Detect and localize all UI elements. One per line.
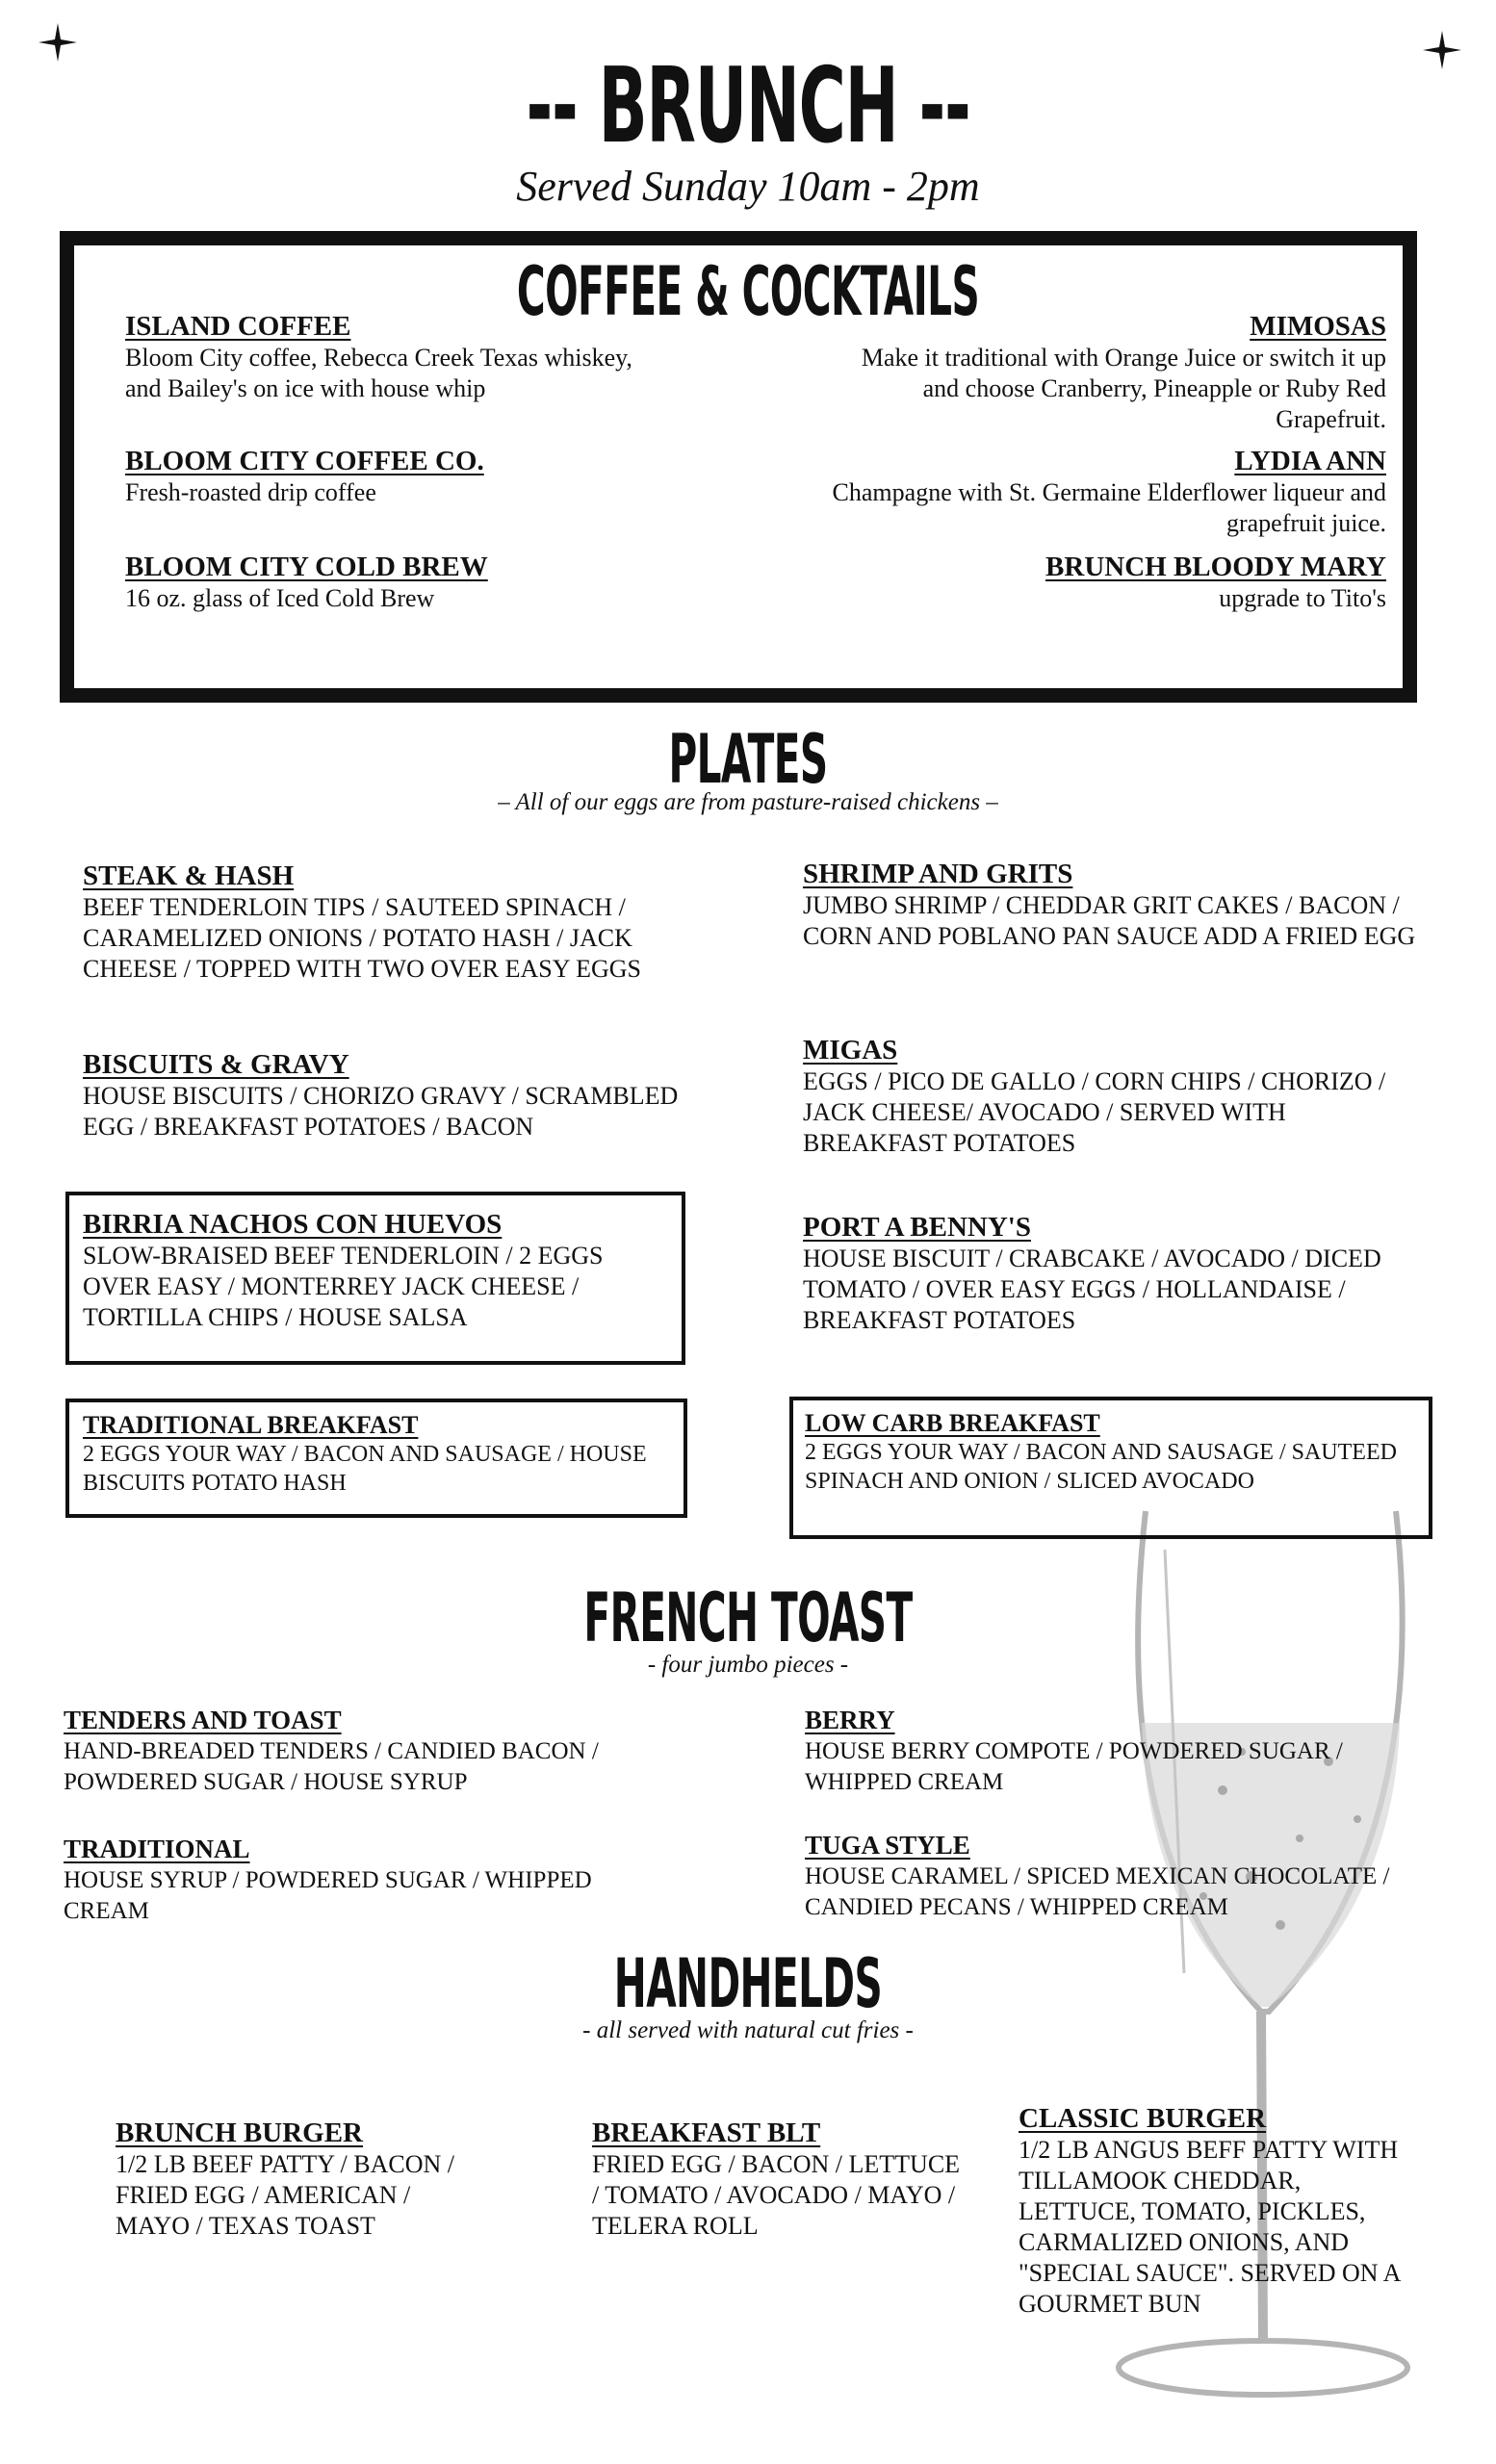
plate-name: SHRIMP AND GRITS	[803, 859, 1073, 889]
plate-item	[803, 1034, 1419, 1159]
plate-desc: 2 EGGS YOUR WAY / BACON AND SAUSAGE / SAUTEED SPINACH AND ONION / SLICED AVOCADO	[805, 1440, 1397, 1494]
toast-name: TENDERS AND TOAST	[64, 1706, 342, 1734]
handhelds-heading: HANDHELDS	[613, 1944, 883, 2023]
plate-name: STEAK & HASH	[83, 860, 295, 891]
toast-item	[64, 1704, 680, 1798]
handheld-item	[592, 2117, 967, 2242]
plate-item	[83, 1411, 680, 1498]
handhelds-subheading: - all served with natural cut fries -	[582, 2017, 914, 2043]
page-title: -- BRUNCH --	[526, 46, 970, 167]
toast-item	[805, 1829, 1421, 1923]
plate-item	[83, 1048, 699, 1142]
plate-desc: HOUSE BISCUIT / CRABCAKE / AVOCADO / DICED TOMATO / OVER EASY EGGS / HOLLANDAISE / BREAKFAST POTATOES	[803, 1245, 1381, 1334]
handheld-name: BRUNCH BURGER	[116, 2118, 363, 2148]
plate-desc: 2 EGGS YOUR WAY / BACON AND SAUSAGE / HOUSE BISCUITS POTATO HASH	[83, 1442, 647, 1496]
plate-item	[83, 860, 699, 985]
drink-desc: Make it traditional with Orange Juice or switch it up and choose Cranberry, Pineapple or Ruby Red Grapefruit.	[861, 344, 1386, 433]
drink-item	[125, 551, 664, 614]
handheld-desc: 1/2 LB BEEF PATTY / BACON / FRIED EGG / AMERICAN / MAYO / TEXAS TOAST	[116, 2150, 455, 2240]
drink-desc: Bloom City coffee, Rebecca Creek Texas whiskey, and Bailey's on ice with house whip	[125, 344, 632, 402]
plates-subheading: – All of our eggs are from pasture-raised chickens –	[498, 789, 998, 815]
toast-desc: HOUSE SYRUP / POWDERED SUGAR / WHIPPED CREAM	[64, 1867, 592, 1924]
drink-name: BRUNCH BLOODY MARY	[1045, 552, 1386, 582]
drink-desc: Fresh-roasted drip coffee	[125, 478, 376, 506]
drink-name: BLOOM CITY COLD BREW	[125, 552, 488, 582]
drink-item	[828, 445, 1386, 539]
plate-name: PORT A BENNY'S	[803, 1212, 1031, 1243]
handheld-item	[1019, 2102, 1404, 2320]
drink-name: LYDIA ANN	[1234, 446, 1386, 476]
french-toast-subheading: - four jumbo pieces -	[647, 1652, 849, 1678]
corner-star-icon-right	[1421, 29, 1463, 82]
drink-desc: upgrade to Tito's	[1219, 584, 1386, 612]
toast-desc: HOUSE CARAMEL / SPICED MEXICAN CHOCOLATE / CANDIED PECANS / WHIPPED CREAM	[805, 1863, 1390, 1920]
handheld-desc: FRIED EGG / BACON / LETTUCE / TOMATO / AVOCADO / MAYO / TELERA ROLL	[592, 2150, 961, 2240]
drink-name: MIMOSAS	[1250, 311, 1386, 342]
plate-desc: SLOW-BRAISED BEEF TENDERLOIN / 2 EGGS OVER EASY / MONTERREY JACK CHEESE / TORTILLA CHIPS / HOUSE SALSA	[83, 1242, 604, 1331]
plates-heading: PLATES	[668, 720, 828, 799]
plate-desc: BEEF TENDERLOIN TIPS / SAUTEED SPINACH / CARAMELIZED ONIONS / POTATO HASH / JACK CHEESE / TOPPED WITH TWO OVER EASY EGGS	[83, 893, 641, 983]
plate-name: MIGAS	[803, 1035, 898, 1065]
drink-desc: 16 oz. glass of Iced Cold Brew	[125, 584, 435, 612]
drink-item	[125, 310, 664, 404]
toast-name: BERRY	[805, 1706, 895, 1734]
handheld-desc: 1/2 LB ANGUS BEFF PATTY WITH TILLAMOOK CHEDDAR, LETTUCE, TOMATO, PICKLES, CARMALIZED ONIONS, AND "SPECIAL SAUCE". SERVED ON A GOURMET BUN	[1019, 2136, 1400, 2318]
plate-item	[803, 858, 1419, 952]
plate-desc: HOUSE BISCUITS / CHORIZO GRAVY / SCRAMBLED EGG / BREAKFAST POTATOES / BACON	[83, 1082, 679, 1141]
plate-name: BISCUITS & GRAVY	[83, 1049, 349, 1080]
handheld-name: BREAKFAST BLT	[592, 2118, 821, 2148]
handheld-name: CLASSIC BURGER	[1019, 2103, 1267, 2134]
drink-item	[828, 551, 1386, 614]
handheld-item	[116, 2117, 481, 2242]
drink-item	[125, 445, 664, 508]
plate-item	[83, 1208, 670, 1333]
french-toast-heading: FRENCH TOAST	[583, 1578, 913, 1657]
toast-desc: HAND-BREADED TENDERS / CANDIED BACON / POWDERED SUGAR / HOUSE SYRUP	[64, 1738, 599, 1795]
plate-desc: EGGS / PICO DE GALLO / CORN CHIPS / CHORIZO / JACK CHEESE/ AVOCADO / SERVED WITH BREAKFAST POTATOES	[803, 1067, 1386, 1157]
plate-name: TRADITIONAL BREAKFAST	[83, 1411, 419, 1439]
drink-desc: Champagne with St. Germaine Elderflower liqueur and grapefruit juice.	[832, 478, 1386, 537]
toast-item	[805, 1704, 1421, 1798]
coffee-cocktails-heading: COFFEE & COCKTAILS	[516, 252, 980, 331]
corner-star-icon-left	[37, 21, 79, 74]
toast-item	[64, 1833, 680, 1927]
drink-item	[828, 310, 1386, 435]
plate-item	[805, 1409, 1427, 1496]
toast-name: TRADITIONAL	[64, 1835, 250, 1863]
toast-desc: HOUSE BERRY COMPOTE / POWDERED SUGAR / WHIPPED CREAM	[805, 1738, 1343, 1795]
drink-name: ISLAND COFFEE	[125, 311, 351, 342]
plate-desc: JUMBO SHRIMP / CHEDDAR GRIT CAKES / BACON / CORN AND POBLANO PAN SAUCE ADD A FRIED EGG	[803, 891, 1416, 950]
plate-name: LOW CARB BREAKFAST	[805, 1409, 1100, 1437]
drink-name: BLOOM CITY COFFEE CO.	[125, 446, 484, 476]
toast-name: TUGA STYLE	[805, 1831, 970, 1860]
plate-item	[803, 1211, 1419, 1336]
page-subtitle: Served Sunday 10am - 2pm	[516, 163, 980, 210]
plate-name: BIRRIA NACHOS CON HUEVOS	[83, 1209, 503, 1240]
